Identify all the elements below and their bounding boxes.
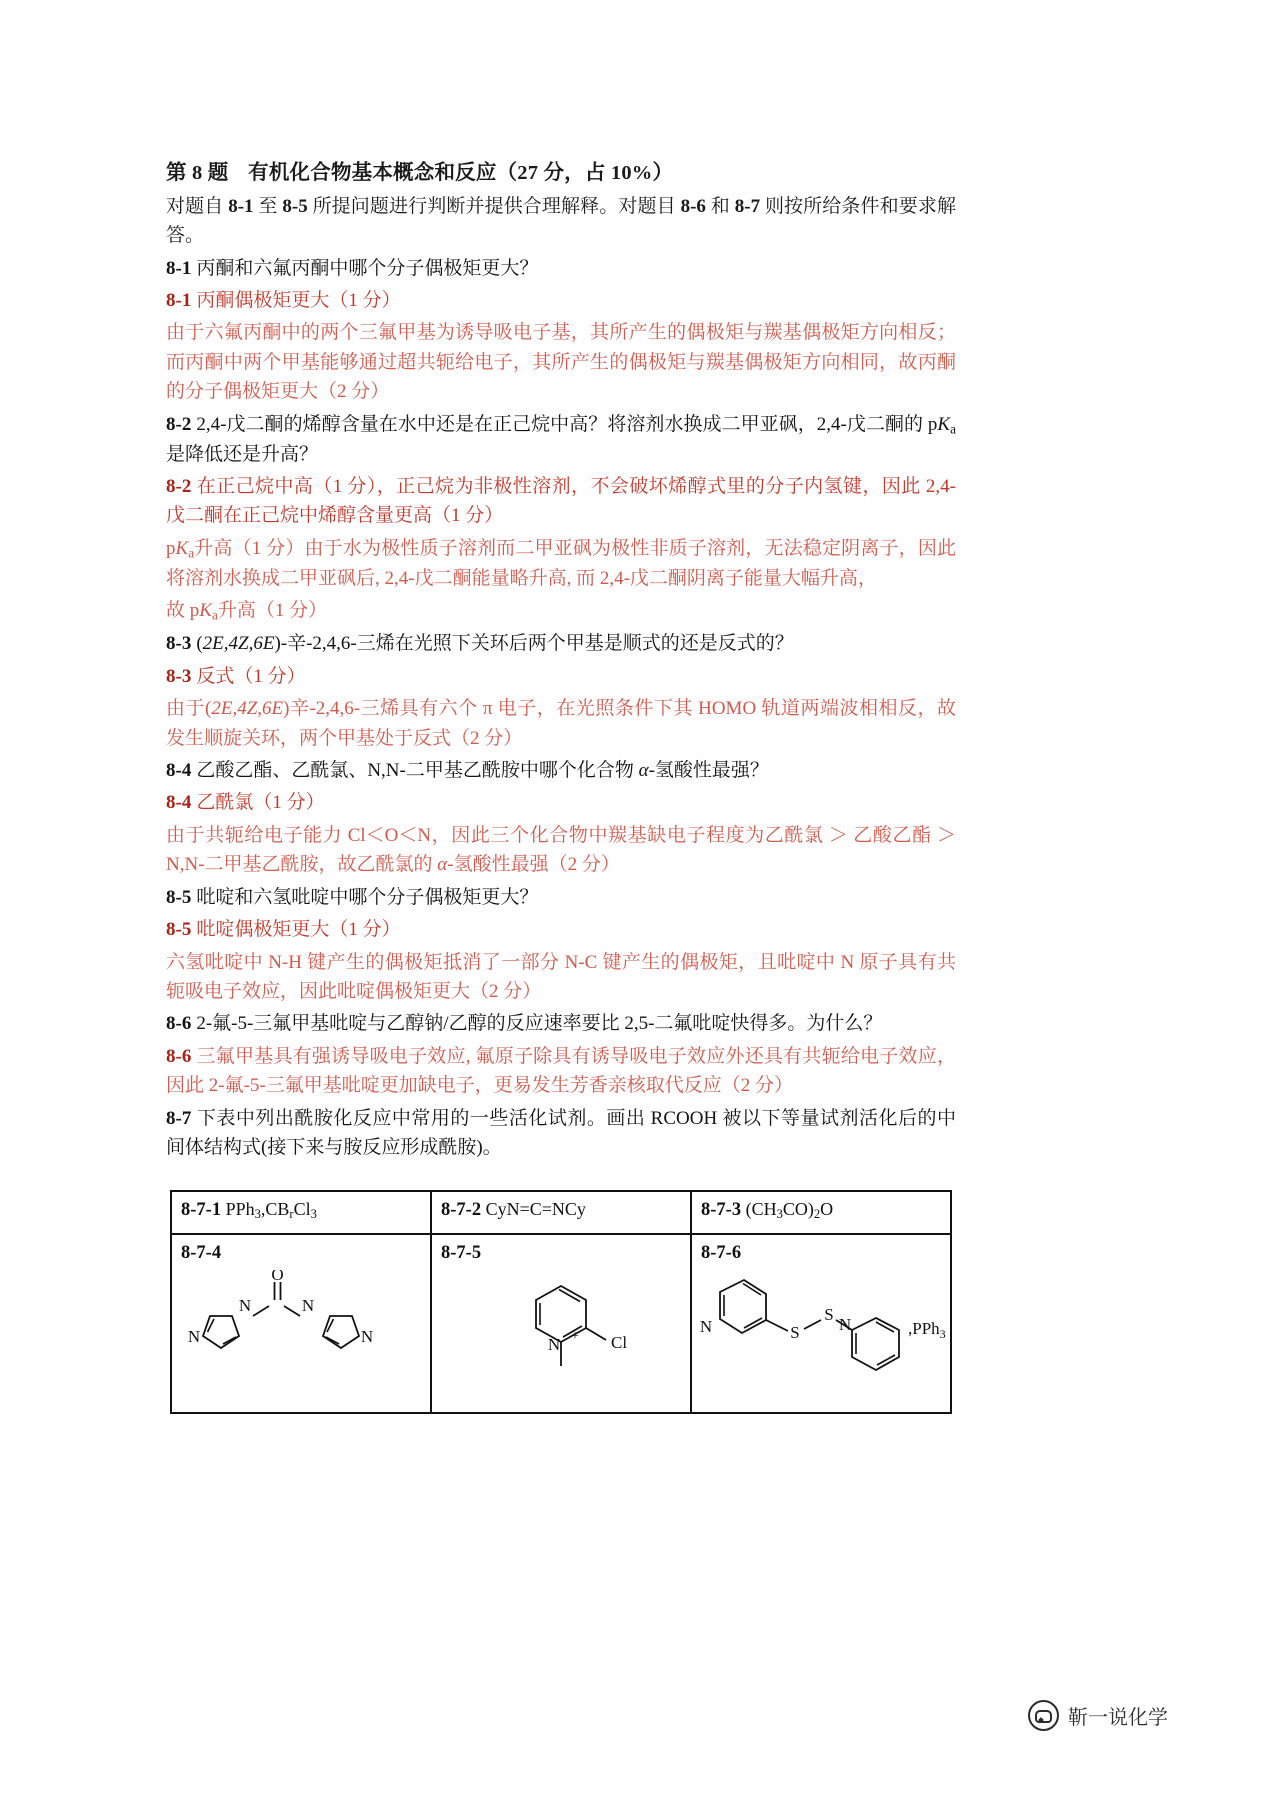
structure-8-7-4 xyxy=(181,1264,421,1404)
question-text-8-4-pre: 乙酸乙酯、乙酰氯、N,N-二甲基乙酰胺中哪个化合物 xyxy=(196,759,639,781)
table-cell-8-7-3 xyxy=(691,1191,951,1234)
answer-body-text-8-3: )辛-2,4,6-三烯具有六个 π 电子，在光照条件下其 HOMO 轨道两端波相相反，故发生顺旋关环，两个甲基处于反式（2 分） xyxy=(166,698,956,749)
question-text-8-6: 2-氟-5-三氟甲基吡啶与乙醇钠/乙醇的反应速率要比 2,5-二氟吡啶快得多。为什么？ xyxy=(196,1013,883,1035)
question-text-8-7: 下表中列出酰胺化反应中常用的一些活化试剂。画出 RCOOH 被以下等量试剂活化后的中间体结构式(接下来与胺反应形成酰胺)。 xyxy=(166,1107,956,1159)
atom-label-N: N xyxy=(699,1317,713,1336)
question-label-8-6: 8-6 xyxy=(166,1013,192,1035)
cell-label-8-7-4: 8-7-4 xyxy=(181,1243,222,1263)
question-text-8-5: 吡啶和六氢吡啶中哪个分子偶极矩更大？ xyxy=(196,886,539,908)
atom-label-S: S xyxy=(824,1305,834,1324)
answer-body-text-8-2: 升高（1 分）由于水为极性质子溶剂而二甲亚砜为极性非质子溶剂，无法稳定阴离子，因此将溶剂水换成二甲亚砜后, 2,4-戊二酮能量略升高, 而 2,4-戊二酮阴离子能量大幅升高， xyxy=(166,537,956,589)
document-content xyxy=(166,158,956,1163)
cell-label-8-7-3: 8-7-3 xyxy=(701,1200,742,1220)
answer-head-text-8-2: 在正己烷中高（1 分），正己烷为非极性溶剂，不会破坏烯醇式里的分子内氢键，因此 2,4-戊二酮在正己烷中烯醇含量更高（1 分） xyxy=(166,476,956,527)
chloro-methylpyridinium-structure xyxy=(466,1270,656,1405)
title-main: 有机化合物基本概念和反应（27 分，占 10%） xyxy=(248,162,674,184)
answer-head-8-2 xyxy=(166,472,956,531)
answer-head-text-8-4: 乙酰氯（1 分） xyxy=(196,792,325,814)
answer-body-text-8-4-post: -氢酸性最强（2 分） xyxy=(447,854,620,876)
table-cell-8-7-4 xyxy=(171,1234,431,1413)
watermark-text: 靳一说化学 xyxy=(1068,1707,1168,1729)
table-cell-8-7-5 xyxy=(431,1234,691,1413)
alpha-symbol-answer-8-4: α xyxy=(437,854,448,876)
question-text-8-3: )-辛-2,4,6-三烯在光照下关环后两个甲基是顺式的还是反式的？ xyxy=(274,633,794,655)
answer-head-8-5 xyxy=(166,915,956,944)
structure-8-7-5 xyxy=(441,1264,681,1404)
title-prefix: 第 8 题 xyxy=(166,162,229,184)
question-8-2 xyxy=(166,410,956,469)
atom-label-N: N xyxy=(838,1315,852,1334)
question-8-3: 8-3 (2E,4Z,6E)-辛-2,4,6-三烯在光照下关环后两个甲基是顺式的还是反式的？ xyxy=(166,633,794,655)
answer-body-text-8-4-pre: 由于共轭给电子能力 Cl＜O＜N，因此三个化合物中羰基缺电子程度为乙酰氯 ＞ 乙酸乙酯 ＞ N,N-二甲基乙酰胺，故乙酰氯的 xyxy=(166,824,956,876)
answer-body-8-4 xyxy=(166,821,956,880)
question-text-8-1: 丙酮和六氟丙酮中哪个分子偶极矩更大？ xyxy=(196,257,539,279)
answer-label-8-3: 8-3 xyxy=(166,665,192,687)
stereo-descriptor-answer-8-3: 2E,4Z,6E xyxy=(211,698,284,720)
answer-body-8-1: 由于六氟丙酮中的两个三氟甲基为诱导吸电子基，其所产生的偶极矩与羰基偶极矩方向相反；而丙酮中两个甲基能够通过超共轭给电子，其所产生的偶极矩与羰基偶极矩方向相同，故丙酮的分子偶极矩更大（2 分） xyxy=(166,322,956,403)
watermark xyxy=(1028,1700,1168,1731)
answer-head-8-1 xyxy=(166,286,956,315)
answer-body-8-6 xyxy=(166,1042,956,1101)
alpha-symbol-8-4: α xyxy=(638,759,649,781)
answer-head-8-4 xyxy=(166,788,956,817)
carbonyl-diimidazole-structure xyxy=(181,1270,421,1400)
table-row-headers xyxy=(171,1191,951,1234)
cell-label-8-7-1: 8-7-1 xyxy=(181,1200,222,1220)
answer-label-8-1: 8-1 xyxy=(166,289,192,311)
table-row-structures xyxy=(171,1234,951,1413)
reagents-table xyxy=(170,1190,952,1414)
question-label-8-7: 8-7 xyxy=(166,1107,192,1129)
question-label-8-5: 8-5 xyxy=(166,886,192,908)
cell-label-8-7-5: 8-7-5 xyxy=(441,1243,482,1263)
question-8-6 xyxy=(166,1009,956,1038)
answer-tail-8-2: 故 $pK_a$升高（1 分） xyxy=(166,600,328,623)
page-title xyxy=(166,158,956,189)
answer-label-8-4: 8-4 xyxy=(166,792,192,814)
structure-8-7-6 xyxy=(699,1264,946,1404)
cell-label-8-7-6: 8-7-6 xyxy=(701,1243,742,1263)
cell-label-8-7-2: 8-7-2 xyxy=(441,1200,482,1220)
table-cell-8-7-2 xyxy=(431,1191,691,1234)
question-text-8-2b: 的 $pK_a$是降低还是升高？ xyxy=(166,413,956,465)
wechat-icon xyxy=(1028,1700,1059,1731)
cell-reagent-8-7-1: $PPh_3,CB_rCl_3$ xyxy=(225,1199,317,1222)
question-8-4 xyxy=(166,756,956,785)
atom-label-S: S xyxy=(790,1323,800,1342)
answer-head-8-3 xyxy=(166,662,956,691)
atom-label-N: N xyxy=(238,1296,252,1315)
extra-reagent-label: ,PPh$_3$ xyxy=(908,1319,946,1341)
cell-reagent-8-7-3: $(CH_3CO)_2O$ xyxy=(745,1199,834,1222)
answer-body-8-5: 六氢吡啶中 N-H 键产生的偶极矩抵消了一部分 N-C 键产生的偶极矩，且吡啶中 N 原子具有共轭吸电子效应，因此吡啶偶极矩更大（2 分） xyxy=(166,951,956,1003)
answer-label-8-6: 8-6 xyxy=(166,1045,192,1067)
answer-head-text-8-3: 反式（1 分） xyxy=(196,665,306,687)
atom-label-N: N xyxy=(301,1296,315,1315)
atom-label-N: N xyxy=(360,1327,374,1346)
atom-label-N: N xyxy=(547,1335,561,1354)
question-8-5 xyxy=(166,883,956,912)
question-label-8-1: 8-1 xyxy=(166,257,192,279)
intro-paragraph: 对题自 8-1 至 8-5 所提问题进行判断并提供合理解释。对题目 8-6 和 8-7 则按所给条件和要求解答。 xyxy=(166,195,956,246)
question-label-8-2: 8-2 xyxy=(166,413,192,435)
atom-label-O: O xyxy=(271,1270,284,1284)
question-8-7 xyxy=(166,1104,956,1163)
answer-label-8-2: 8-2 xyxy=(166,476,192,498)
dipyridyl-disulfide-structure xyxy=(696,1270,946,1400)
answer-label-8-5: 8-5 xyxy=(166,919,192,941)
question-label-8-3: 8-3 xyxy=(166,633,192,655)
question-text-8-4-post: -氢酸性最强？ xyxy=(648,759,769,781)
cell-reagent-text-8-7-2: CyN=C=NCy xyxy=(485,1199,586,1219)
answer-head-text-8-1: 丙酮偶极矩更大（1 分） xyxy=(196,289,401,311)
table-cell-8-7-1 xyxy=(171,1191,431,1234)
question-8-1 xyxy=(166,254,956,283)
stereo-descriptor-8-3: 2E,4Z,6E xyxy=(202,633,275,655)
answer-body-8-2: $pK_a$升高（1 分）由于水为极性质子溶剂而二甲亚砜为极性非质子溶剂，无法稳定阴离子，因此将溶剂水换成二甲亚砜后, 2,4-戊二酮能量略升高, 而 2,4-戊二酮阴离子能量大幅升高， xyxy=(166,537,956,589)
atom-label-N: N xyxy=(187,1327,201,1346)
table-cell-8-7-6 xyxy=(691,1234,951,1413)
question-text-8-2a: 2,4-戊二酮的烯醇含量在水中还是在正己烷中高？将溶剂水换成二甲亚砜，2,4-戊二酮 xyxy=(196,413,905,435)
answer-head-text-8-5: 吡啶偶极矩更大（1 分） xyxy=(196,919,401,941)
answer-body-text-8-6: 三氟甲基具有强诱导吸电子效应, 氟原子除具有诱导吸电子效应外还具有共轭给电子效应，因此 2-氟-5-三氟甲基吡啶更加缺电子，更易发生芳香亲核取代反应（2 分） xyxy=(166,1045,956,1097)
answer-body-8-3: 由于(2E,4Z,6E)辛-2,4,6-三烯具有六个 π 电子，在光照条件下其 HOMO 轨道两端波相相反，故发生顺旋关环，两个甲基处于反式（2 分） xyxy=(166,698,956,749)
atom-label-Cl: Cl xyxy=(611,1333,628,1352)
question-label-8-4: 8-4 xyxy=(166,759,192,781)
charge-label-plus: + xyxy=(571,1329,579,1344)
